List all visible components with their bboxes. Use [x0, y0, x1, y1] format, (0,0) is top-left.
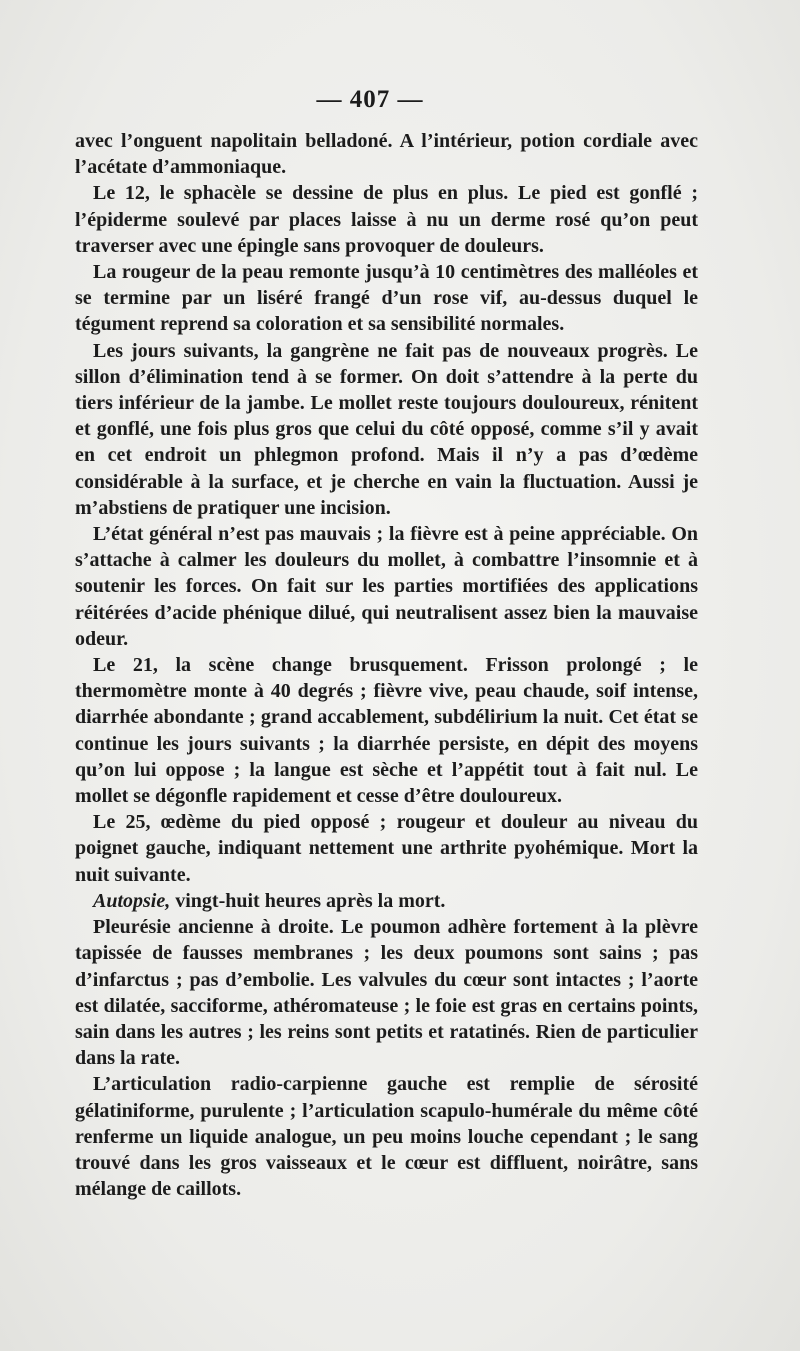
paragraph-10: L’articulation radio-carpienne gauche est remplie de sérosité gélatiniforme, purulente ; l’articulation scapulo-humérale du même côté renferme un liquide analogue, un peu moins louche cependant ; le sang trouvé dans les gros vaisseaux et le cœur est diffluent, noirâtre, sans mélange de caillots. [75, 1073, 698, 1201]
paragraph-6: Le 21, la scène change brusquement. Frisson prolongé ; le thermomètre monte à 40 degrés ; fièvre vive, peau chaude, soif intense, diarrhée abondante ; grand accablement, subdélirium la nuit. Cet état se continue les jours suivants ; la diarrhée persiste, en dépit des moyens qu’on lui oppose ; la langue est sèche et l’appétit tout à fait nul. Le mollet se dégonfle rapidement et cesse d’être douloureux. [75, 654, 698, 808]
paragraph-3: La rougeur de la peau remonte jusqu’à 10 centimètres des malléoles et se termine par un liséré frangé d’un rose vif, au-dessus duquel le tégument reprend sa coloration et sa sensibilité normales. [75, 261, 698, 336]
paragraph-2: Le 12, le sphacèle se dessine de plus en plus. Le pied est gonflé ; l’épiderme soulevé par places laisse à nu un derme rosé qu’on peut traverser avec une épingle sans provoquer de douleurs. [75, 182, 698, 257]
body-text [75, 128, 698, 1202]
paragraph-1: avec l’onguent napolitain belladoné. A l’intérieur, potion cordiale avec l’acétate d’ammoniaque. [75, 130, 698, 179]
paragraph-9: Pleurésie ancienne à droite. Le poumon adhère fortement à la plèvre tapissée de fausses membranes ; les deux poumons sont sains ; pas d’infarctus ; pas d’embolie. Les valvules du cœur sont intactes ; l’aorte est dilatée, sacciforme, athéromateuse ; le foie est gras en certains points, sain dans les autres ; les reins sont petits et ratatinés. Rien de particulier dans la rate. [75, 916, 698, 1070]
paragraph-7: Le 25, œdème du pied opposé ; rougeur et douleur au niveau du poignet gauche, indiquant nettement une arthrite pyohémique. Mort la nuit suivante. [75, 811, 698, 886]
paragraph-8: Autopsie, vingt-huit heures après la mort. [93, 889, 446, 912]
paragraph-5: L’état général n’est pas mauvais ; la fièvre est à peine appréciable. On s’attache à calmer les douleurs du mollet, à combattre l’insomnie et à soutenir les forces. On fait sur les parties mortifiées des applications réitérées d’acide phénique dilué, qui neutralisent assez bien la mauvaise odeur. [75, 523, 698, 650]
paragraph-4: Les jours suivants, la gangrène ne fait pas de nouveaux progrès. Le sillon d’élimination tend à se former. On doit s’attendre à la perte du tiers inférieur de la jambe. Le mollet reste toujours douloureux, rénitent et gonflé, une fois plus gros que celui du côté opposé, comme s’il y avait en cet endroit un phlegmon profond. Mais il n’y a pas d’œdème considérable à la surface, et je cherche en vain la fluctuation. Aussi je m’abstiens de pratiquer une incision. [75, 339, 698, 519]
page-number: — 407 — [316, 86, 424, 113]
